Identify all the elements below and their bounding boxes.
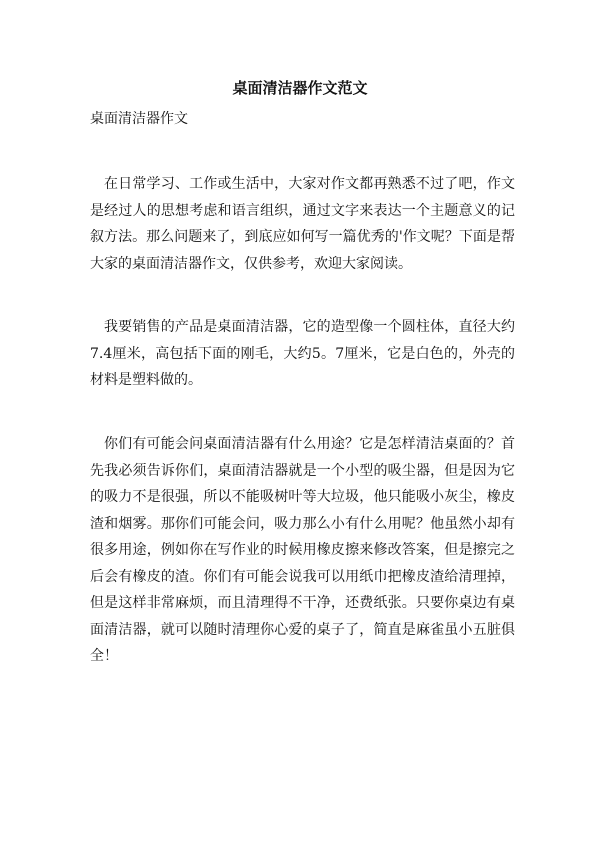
paragraph-2-text: 我要销售的产品是桌面清洁器，它的造型像一个圆柱体，直径大约7.4厘米，高包括下面的刚毛，大约5。7厘米，它是白色的，外壳的材料是塑料做的。 xyxy=(90,319,515,389)
paragraph-1-text: 在日常学习、工作或生活中，大家对作文都再熟悉不过了吧，作文是经过人的思想考虑和语言组织，通过文字来表达一个主题意义的记叙方法。那么问题来了，到底应如何写一篇优秀的'作文呢？下面是帮大家的桌面清洁器作文，仅供参考，欢迎大家阅读。 xyxy=(90,176,515,272)
paragraph-3-text: 你们有可能会问桌面清洁器有什么用途？它是怎样清洁桌面的？首先我必须告诉你们，桌面清洁器就是一个小型的吸尘器，但是因为它的吸力不是很强，所以不能吸树叶等大垃圾，他只能吸小灰尘，橡皮渣和烟雾。那你们可能会问，吸力那么小有什么用呢？他虽然小却有很多用途，例如你在写作业的时候用橡皮擦来修改答案，但是擦完之后会有橡皮的渣。你们有可能会说我可以用纸巾把橡皮渣给清理掉，但是这样非常麻烦，而且清理得不干净，还费纸张。只要你桌边有桌面清洁器，就可以随时清理你心爱的桌子了，简直是麻雀虽小五脏俱全！ xyxy=(90,436,515,665)
document-title: 桌面清洁器作文范文 xyxy=(232,79,368,97)
document-subtitle: 桌面清洁器作文 xyxy=(90,111,188,127)
